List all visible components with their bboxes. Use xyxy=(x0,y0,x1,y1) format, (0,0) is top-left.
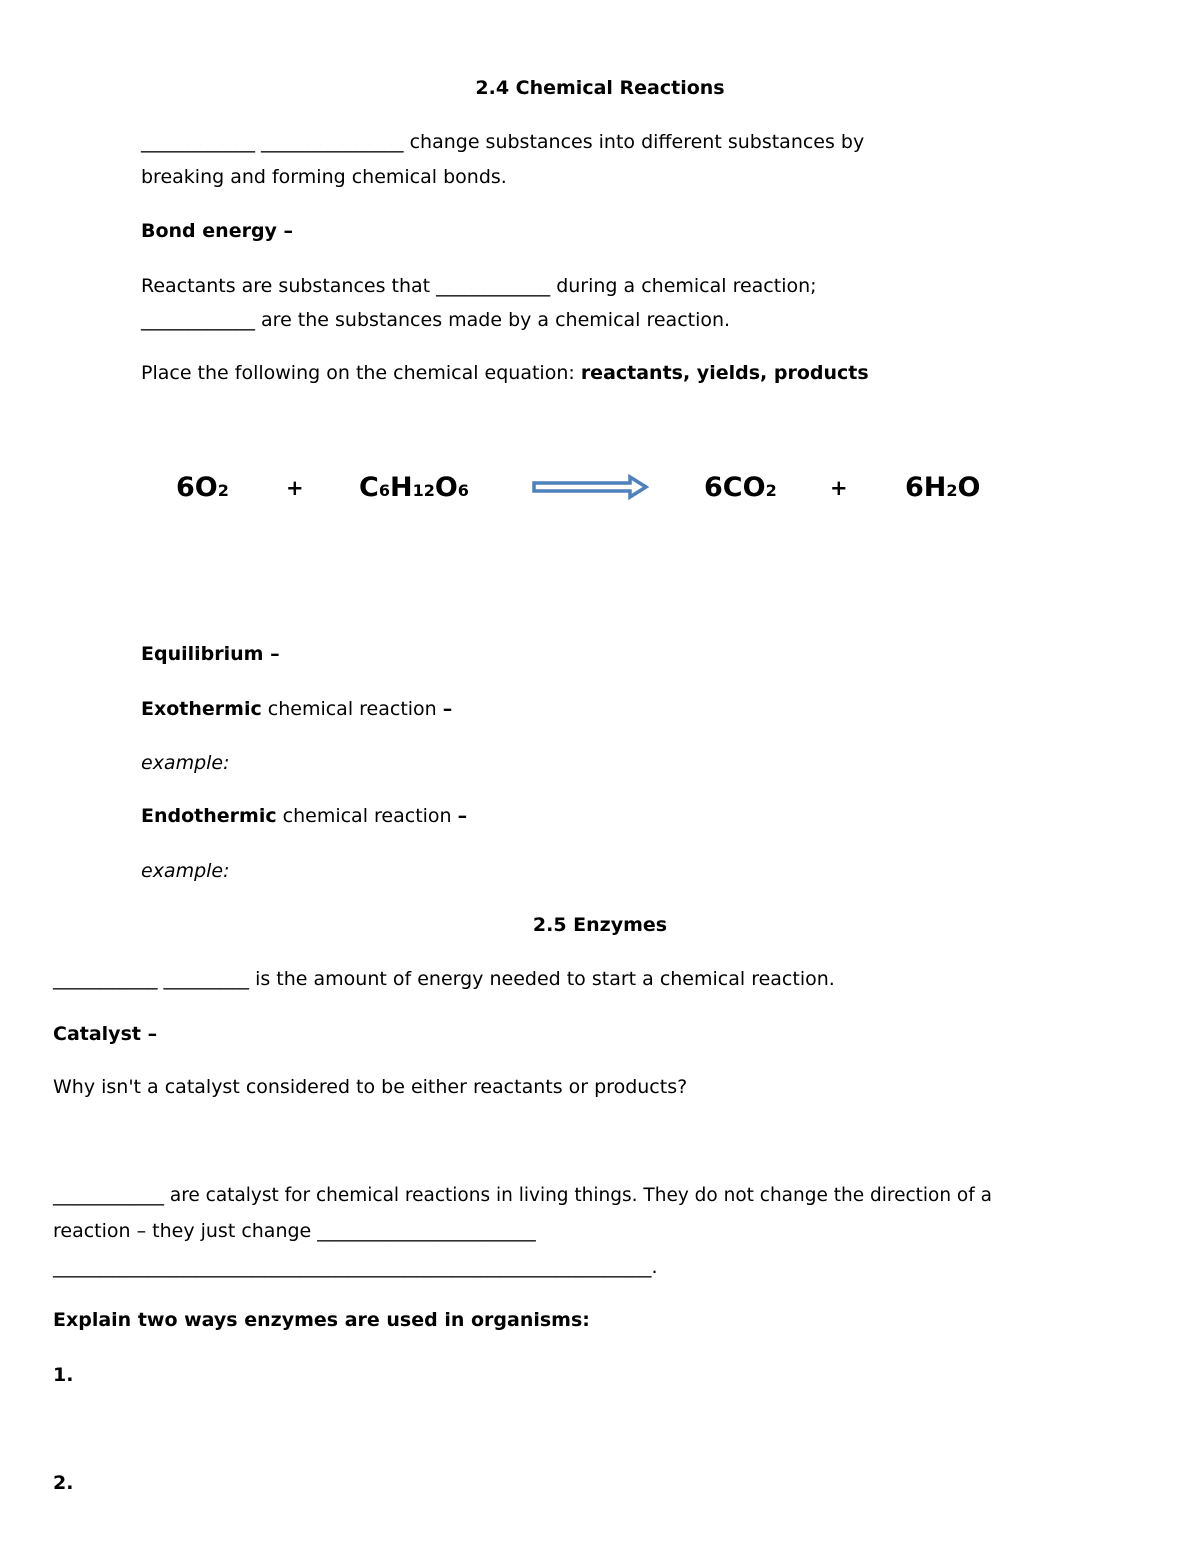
equation-term-oxygen: 6O2 xyxy=(176,472,229,503)
enzymes-line-3: _______________________________________________________________. xyxy=(53,1256,658,1278)
reactants-line-1: Reactants are substances that ____________ during a chemical reaction; xyxy=(141,275,817,297)
equation-term-carbon-dioxide: 6CO2 xyxy=(704,472,777,503)
answer-item-2: 2. xyxy=(53,1472,74,1494)
section-title-chemical-reactions: 2.4 Chemical Reactions xyxy=(475,77,725,99)
intro-line-1: ____________ _______________ change substances into different substances by xyxy=(141,131,865,153)
catalyst-label: Catalyst – xyxy=(53,1023,158,1045)
catalyst-question: Why isn't a catalyst considered to be either reactants or products? xyxy=(53,1076,688,1098)
place-terms: reactants, yields, products xyxy=(580,362,869,384)
equation-term-water: 6H2O xyxy=(905,472,981,503)
explain-label: Explain two ways enzymes are used in organisms: xyxy=(53,1309,590,1331)
yields-arrow-icon xyxy=(530,474,650,500)
equation-plus-1: + xyxy=(286,476,304,500)
exothermic-example: example: xyxy=(141,752,230,774)
intro-line-2: breaking and forming chemical bonds. xyxy=(141,166,507,188)
bond-energy-label: Bond energy – xyxy=(141,220,294,242)
equilibrium-label: Equilibrium – xyxy=(141,643,280,665)
activation-energy-line: ___________ _________ is the amount of energy needed to start a chemical reaction. xyxy=(53,968,835,990)
enzymes-line-1: ____________ are catalyst for chemical reactions in living things. They do not change the direction of a xyxy=(53,1185,992,1206)
endothermic-example: example: xyxy=(141,860,230,882)
equation-plus-2: + xyxy=(830,476,848,500)
enzymes-line-2: reaction – they just change _______________________ xyxy=(53,1220,536,1242)
section-title-enzymes: 2.5 Enzymes xyxy=(532,914,668,936)
place-instruction xyxy=(141,364,869,383)
answer-item-1: 1. xyxy=(53,1364,74,1386)
endothermic-line: Endothermic chemical reaction – xyxy=(141,805,468,827)
place-prefix: Place the following on the chemical equation: xyxy=(141,362,581,384)
exothermic-line: Exothermic chemical reaction – xyxy=(141,698,453,720)
reactants-line-2: ____________ are the substances made by a chemical reaction. xyxy=(141,309,731,331)
equation-term-glucose: C6H12O6 xyxy=(359,472,469,503)
